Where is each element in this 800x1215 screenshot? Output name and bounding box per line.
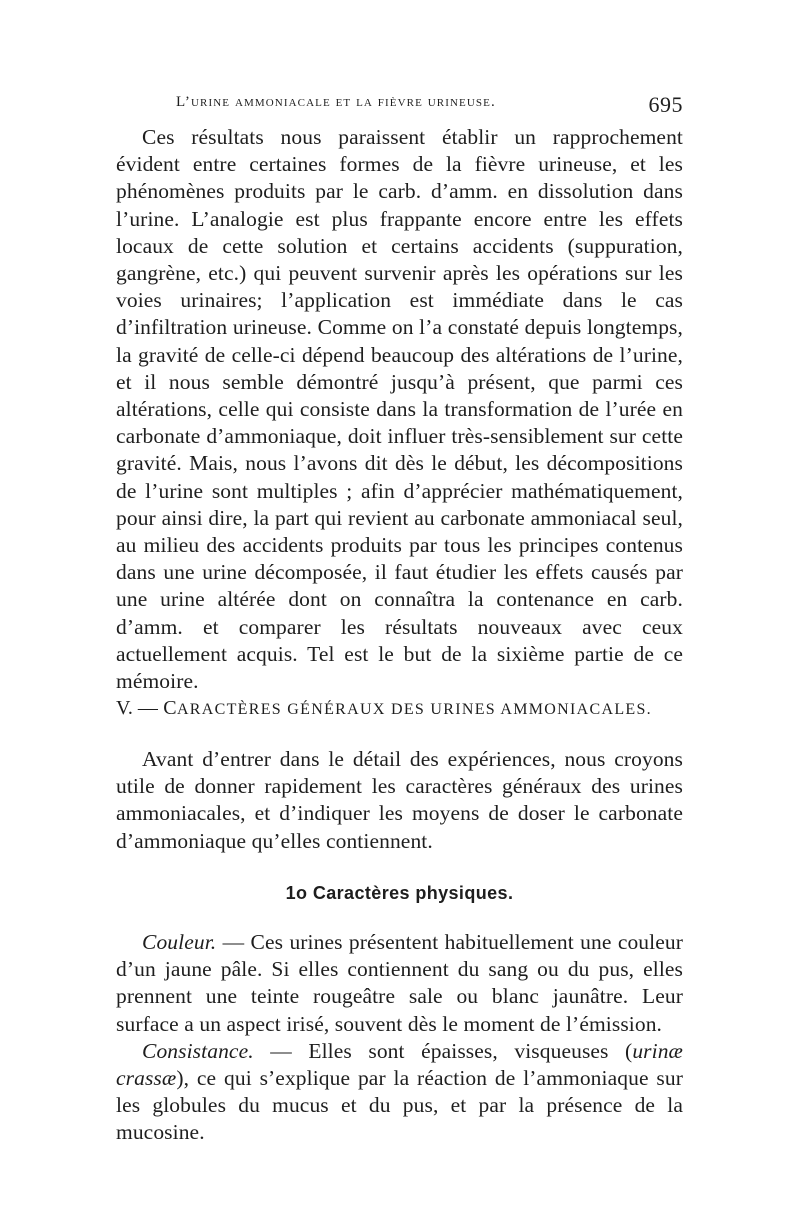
consistance-text-after: ), ce qui s’explique par la réaction de l’ammoniaque sur les globules du mucus et du pus, et par la présence de la mucosine. (116, 1066, 683, 1145)
couleur-text: — Ces urines présentent habituellement une couleur d’un jaune pâle. Si elles contiennent du sang ou du pus, elles prennent une teinte rougeâtre sale ou blanc jaunâtre. Leur surface a un aspect irisé, souvent dès le moment de l’émission. (116, 930, 683, 1036)
latin-phrase: urinæ crassæ (116, 1038, 683, 1091)
physical-characteristics-heading: 1o Caractères physiques. (285, 883, 514, 903)
characteristics-body (116, 929, 683, 1147)
consistance-paragraph (116, 1038, 683, 1147)
section-heading (116, 697, 683, 720)
consistance-text-before: — Elles sont épaisses, visqueuses ( (253, 1038, 633, 1063)
consistance-term: Consistance. (142, 1038, 254, 1063)
section-title: ARACTÈRES GÉNÉRAUX DES URINES AMMONIACALES. (176, 701, 652, 718)
intro-paragraph: Ces résultats nous paraissent établir un rapprochement évident entre certaines formes de la fièvre urineuse, et les phénomènes produits par le carb. d’amm. en dissolution dans l’urine. L’analogie est plus frappante encore entre les effets locaux de cette solution et certains accidents (suppuration, gangrène, etc.) qui peuvent survenir après les opérations sur les voies urinaires; l’application est immédiate dans le cas d’infiltration urineuse. Comme on l’a constaté depuis longtemps, la gravité de celle-ci dépend beaucoup des altérations de l’urine, et il nous semble démontré jusqu’à présent, que parmi ces altérations, celle qui consiste dans la transformation de l’urée en carbonate d’ammoniaque, doit influer très-sensiblement sur cette gravité. Mais, nous l’avons dit dès le début, les décompositions de l’urine sont multiples ; afin d’apprécier mathématiquement, pour ainsi dire, la part qui revient au carbonate ammoniacal seul, au milieu des accidents produits par tous les principes contenus dans une urine décomposée, il faut étudier les effets causés par une urine altérée dont on connaîtra la contenance en carb. d’amm. et comparer les résultats nouveaux avec ceux actuellement acquis. Tel est le but de la sixième partie de ce mémoire. (116, 125, 683, 694)
couleur-term: Couleur. (142, 930, 217, 954)
page-number: 695 (648, 92, 683, 117)
section-title-initial: C (163, 697, 177, 719)
section-number: V. — (116, 697, 158, 719)
running-header (116, 92, 683, 120)
section-intro-paragraph: Avant d’entrer dans le détail des expériences, nous croyons utile de donner rapidement les caractères généraux des urines ammoniacales, et d’indiquer les moyens de doser le carbonate d’ammoniaque qu’elles contiennent. (116, 747, 683, 853)
header-title: L’urine ammoniacale et la fièvre urineuse. (176, 94, 496, 110)
couleur-paragraph (116, 929, 683, 1038)
